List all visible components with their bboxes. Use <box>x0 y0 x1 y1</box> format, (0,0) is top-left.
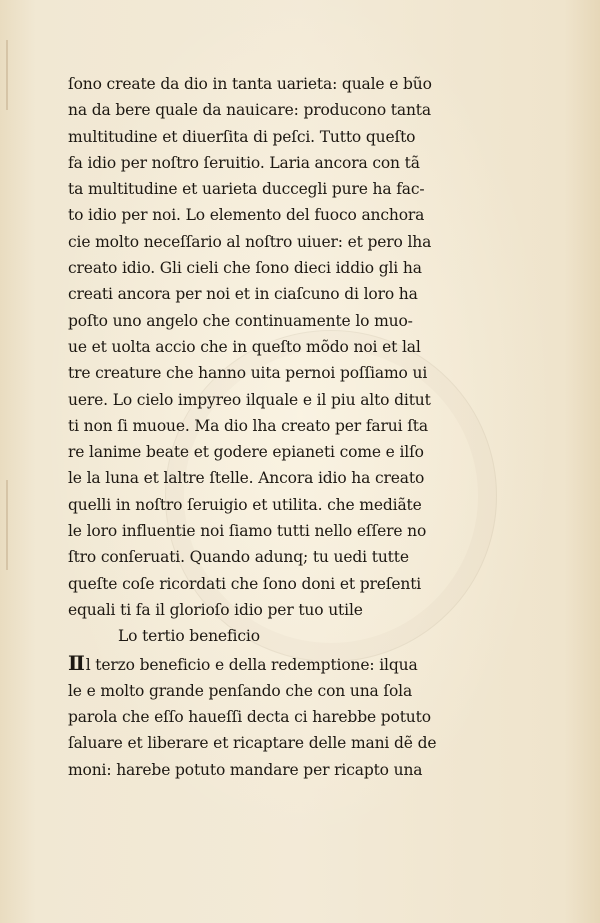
text-line: quelli in noſtro ſeruigio et utilita. che mediãte <box>68 495 422 514</box>
text-line: le e molto grande penſando che con una ſola <box>68 681 413 700</box>
text-line: ti non ſi muoue. Ma dio lha creato per farui ſta <box>68 416 428 435</box>
paragraph-first-line <box>68 650 468 678</box>
text-line: queſte coſe ricordati che ſono doni et preſenti <box>68 574 422 593</box>
text-line: ue et uolta accio che in queſto mõdo noi et lal <box>68 337 421 356</box>
text-line: le la luna et laltre ſtelle. Ancora idio ha creato <box>68 469 425 488</box>
initial-capital: Ⅱ <box>68 650 85 675</box>
text-line: moni: harebe potuto mandare per ricapto una <box>68 760 423 779</box>
text-line: poſto uno angelo che continuamente lo muo- <box>68 311 413 330</box>
text-line: parola che eſſo haueſſi decta ci harebbe potuto <box>68 708 431 727</box>
text-line: creati ancora per noi et in ciaſcuno di loro ha <box>68 285 418 304</box>
section-heading: Lo tertio beneficio <box>118 627 260 646</box>
text-line: multitudine et diuerſita di peſci. Tutto queſto <box>68 127 416 146</box>
text-line: re lanime beate et godere epianeti come e ilſo <box>68 443 424 462</box>
text-line: le loro influentie noi ſiamo tutti nello eſſere no <box>68 522 427 541</box>
text-line: equali ti fa il glorioſo idio per tuo utile <box>68 600 363 619</box>
text-line: creato idio. Gli cieli che ſono dieci iddio gli ha <box>68 259 422 278</box>
text-line: na da bere quale da nauicare: producono tanta <box>68 101 431 120</box>
page-text <box>68 71 468 783</box>
text-line: uere. Lo cielo impyreo ilquale e il piu alto ditut <box>68 390 431 409</box>
text-line: l terzo beneficio e della redemptione: ilqua <box>85 655 418 674</box>
page-edge-mark <box>6 480 8 570</box>
text-line: fa idio per noſtro ſeruitio. Laria ancora con tã <box>68 153 420 172</box>
page-edge-mark <box>6 40 8 110</box>
text-line: to idio per noi. Lo elemento del fuoco anchora <box>68 206 425 225</box>
text-line: ſtro conſeruati. Quando adunq; tu uedi tutte <box>68 548 409 567</box>
text-line: ſono create da dio in tanta uarieta: quale e bũo <box>68 75 432 93</box>
text-line: ta multitudine et uarieta duccegli pure ha fac- <box>68 180 425 199</box>
text-line: tre creature che hanno uita pernoi poſſiamo ui <box>68 364 428 383</box>
text-line: cie molto neceſſario al noſtro uiuer: et pero lha <box>68 232 432 251</box>
text-line: ſaluare et liberare et ricaptare delle mani dẽ de <box>68 734 437 753</box>
